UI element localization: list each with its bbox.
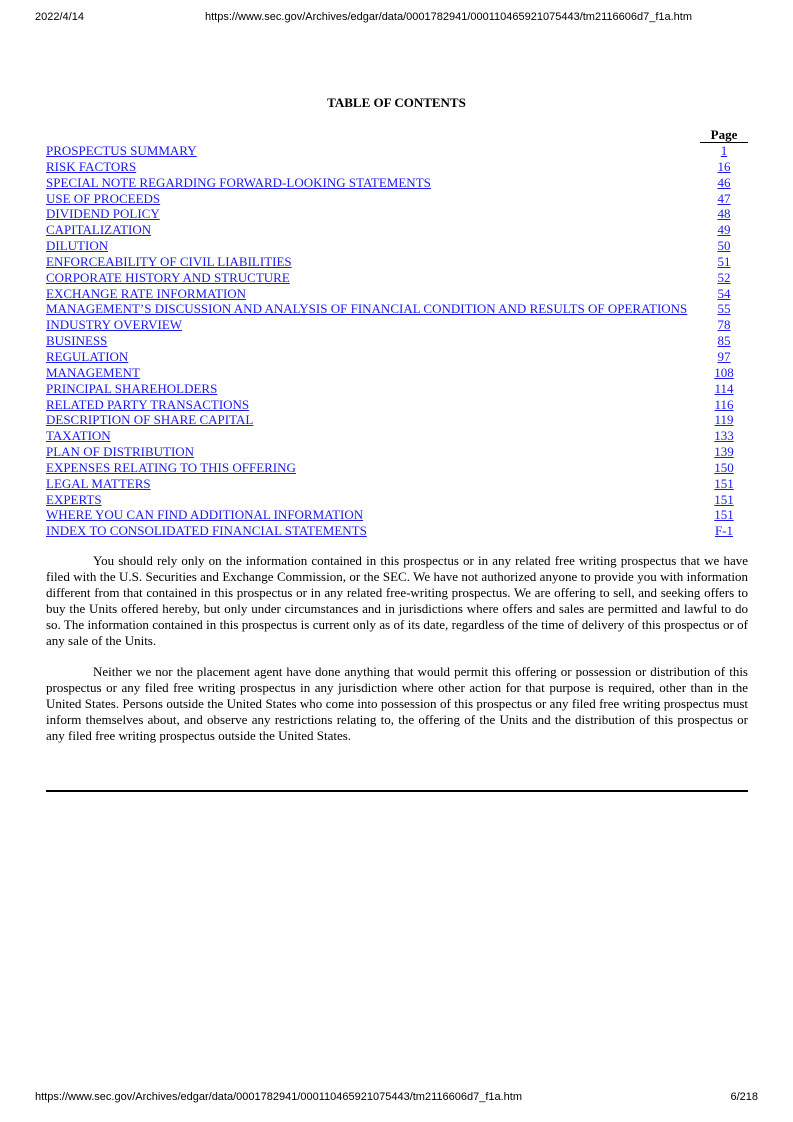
toc-page-link[interactable]: 114: [714, 380, 734, 396]
toc-entry-link[interactable]: RELATED PARTY TRANSACTIONS: [46, 396, 250, 412]
toc-page-link[interactable]: 48: [717, 206, 731, 222]
toc-page-link[interactable]: 52: [717, 269, 731, 285]
toc-entry-link[interactable]: MANAGEMENT: [46, 364, 140, 380]
toc-page-link[interactable]: 78: [717, 317, 731, 333]
toc-row: [46, 428, 748, 444]
toc-row: [46, 349, 748, 365]
toc-entry-link[interactable]: BUSINESS: [46, 333, 108, 349]
toc-entry-link[interactable]: REGULATION: [46, 348, 129, 364]
toc-row: [46, 444, 748, 460]
toc-page-link[interactable]: 151: [714, 475, 734, 491]
toc-row: [46, 191, 748, 207]
toc-entry-link[interactable]: INDEX TO CONSOLIDATED FINANCIAL STATEMENTS: [46, 523, 367, 539]
toc-row: [46, 175, 748, 191]
toc-row: [46, 254, 748, 270]
toc-entry-link[interactable]: MANAGEMENT’S DISCUSSION AND ANALYSIS OF FINANCIAL CONDITION AND RESULTS OF OPERATIONS: [46, 301, 688, 317]
toc-row: [46, 333, 748, 349]
toc-page-link[interactable]: 116: [714, 396, 734, 412]
toc-entry-link[interactable]: CORPORATE HISTORY AND STRUCTURE: [46, 269, 290, 285]
toc-entry-link[interactable]: DESCRIPTION OF SHARE CAPITAL: [46, 412, 254, 428]
toc-page-link[interactable]: 119: [714, 412, 734, 428]
section-divider: [46, 790, 748, 792]
toc-row: [46, 270, 748, 286]
toc-page-link[interactable]: 51: [717, 253, 731, 269]
toc-page-link[interactable]: F-1: [714, 523, 734, 539]
toc-entry-link[interactable]: TAXATION: [46, 428, 111, 444]
toc-page-link[interactable]: 139: [714, 444, 734, 460]
toc-entry-link[interactable]: RISK FACTORS: [46, 158, 137, 174]
toc-entry-link[interactable]: PROSPECTUS SUMMARY: [46, 143, 197, 158]
toc-row: [46, 301, 748, 317]
toc-entry-link[interactable]: DILUTION: [46, 238, 109, 254]
toc-page-link[interactable]: 16: [717, 158, 731, 174]
toc-page-link[interactable]: 47: [717, 190, 731, 206]
toc-row: [46, 159, 748, 175]
toc-title: TABLE OF CONTENTS: [327, 95, 466, 110]
toc-page-column-header: [46, 127, 748, 143]
toc-row: [46, 523, 748, 539]
toc-row: [46, 222, 748, 238]
toc-entries: [46, 143, 748, 539]
toc-page-link[interactable]: 46: [717, 174, 731, 190]
toc-row: [46, 492, 748, 508]
toc-row: [46, 460, 748, 476]
toc-row: [46, 238, 748, 254]
toc-page-header-label: Page: [700, 127, 748, 143]
toc-page-link[interactable]: 54: [717, 285, 731, 301]
toc-page-link[interactable]: 50: [717, 238, 731, 254]
toc-page-link[interactable]: 151: [714, 507, 734, 523]
toc-row: [46, 381, 748, 397]
toc-row: [46, 412, 748, 428]
toc-entry-link[interactable]: EXPENSES RELATING TO THIS OFFERING: [46, 459, 296, 475]
toc-row: [46, 507, 748, 523]
toc-entry-link[interactable]: PRINCIPAL SHAREHOLDERS: [46, 380, 218, 396]
disclaimer-text: [46, 553, 748, 759]
toc-page-link[interactable]: 49: [717, 222, 731, 238]
toc-row: [46, 365, 748, 381]
toc-entry-link[interactable]: SPECIAL NOTE REGARDING FORWARD-LOOKING STATEMENTS: [46, 174, 431, 190]
toc-entry-link[interactable]: EXPERTS: [46, 491, 102, 507]
toc-entry-link[interactable]: USE OF PROCEEDS: [46, 190, 161, 206]
toc-entry-link[interactable]: EXCHANGE RATE INFORMATION: [46, 285, 247, 301]
toc-entry-link[interactable]: CAPITALIZATION: [46, 222, 152, 238]
toc-entry-link[interactable]: WHERE YOU CAN FIND ADDITIONAL INFORMATION: [46, 507, 364, 523]
disclaimer-paragraph-1: You should rely only on the information contained in this prospectus or in any related free writing prospectus that we have filed with the U.S. Securities and Exchange Commission, or the SEC. We have not authorized anyone to provide you with information different from that contained in this prospectus or in any related free-writing prospectus. We are offering to sell, and seeking offers to buy the Units offered hereby, but only under circumstances and in jurisdictions where offers and sales are permitted and lawful to do so. The information contained in this prospectus is current only as of its date, regardless of the time of delivery of this prospectus or of any sale of the Units.: [46, 553, 748, 648]
table-of-contents: [46, 127, 748, 539]
toc-page-link[interactable]: 150: [714, 459, 734, 475]
toc-row: [46, 476, 748, 492]
toc-page-link[interactable]: 1: [720, 143, 728, 158]
toc-entry-link[interactable]: DIVIDEND POLICY: [46, 206, 160, 222]
toc-page-link[interactable]: 85: [717, 333, 731, 349]
toc-page-link[interactable]: 151: [714, 491, 734, 507]
toc-entry-link[interactable]: PLAN OF DISTRIBUTION: [46, 444, 195, 460]
toc-row: [46, 206, 748, 222]
print-header-url: https://www.sec.gov/Archives/edgar/data/0001782941/000110465921075443/tm2116606d7_f1a.htm: [205, 11, 693, 23]
toc-page-link[interactable]: 97: [717, 348, 731, 364]
toc-page-link[interactable]: 108: [714, 364, 734, 380]
print-footer-page-indicator: 6/218: [730, 1091, 758, 1103]
print-header-date: 2022/4/14: [35, 11, 84, 23]
toc-entry-link[interactable]: INDUSTRY OVERVIEW: [46, 317, 183, 333]
toc-row: [46, 317, 748, 333]
toc-page-link[interactable]: 55: [717, 301, 731, 317]
toc-row: [46, 397, 748, 413]
toc-page-link[interactable]: 133: [714, 428, 734, 444]
toc-row: [46, 143, 748, 159]
toc-row: [46, 286, 748, 302]
toc-entry-link[interactable]: LEGAL MATTERS: [46, 475, 151, 491]
print-footer-url: https://www.sec.gov/Archives/edgar/data/0001782941/000110465921075443/tm2116606d7_f1a.htm: [35, 1091, 523, 1103]
toc-entry-link[interactable]: ENFORCEABILITY OF CIVIL LIABILITIES: [46, 253, 292, 269]
disclaimer-paragraph-2: Neither we nor the placement agent have done anything that would permit this offering or possession or distribution of this prospectus or any filed free writing prospectus in any jurisdiction where other action for that purpose is required, other than in the United States. Persons outside the United States who come into possession of this prospectus or any filed free writing prospectus must inform themselves about, and observe any restrictions relating to, the offering of the Units and the distribution of this prospectus or any filed free writing prospectus outside the United States.: [46, 664, 748, 743]
